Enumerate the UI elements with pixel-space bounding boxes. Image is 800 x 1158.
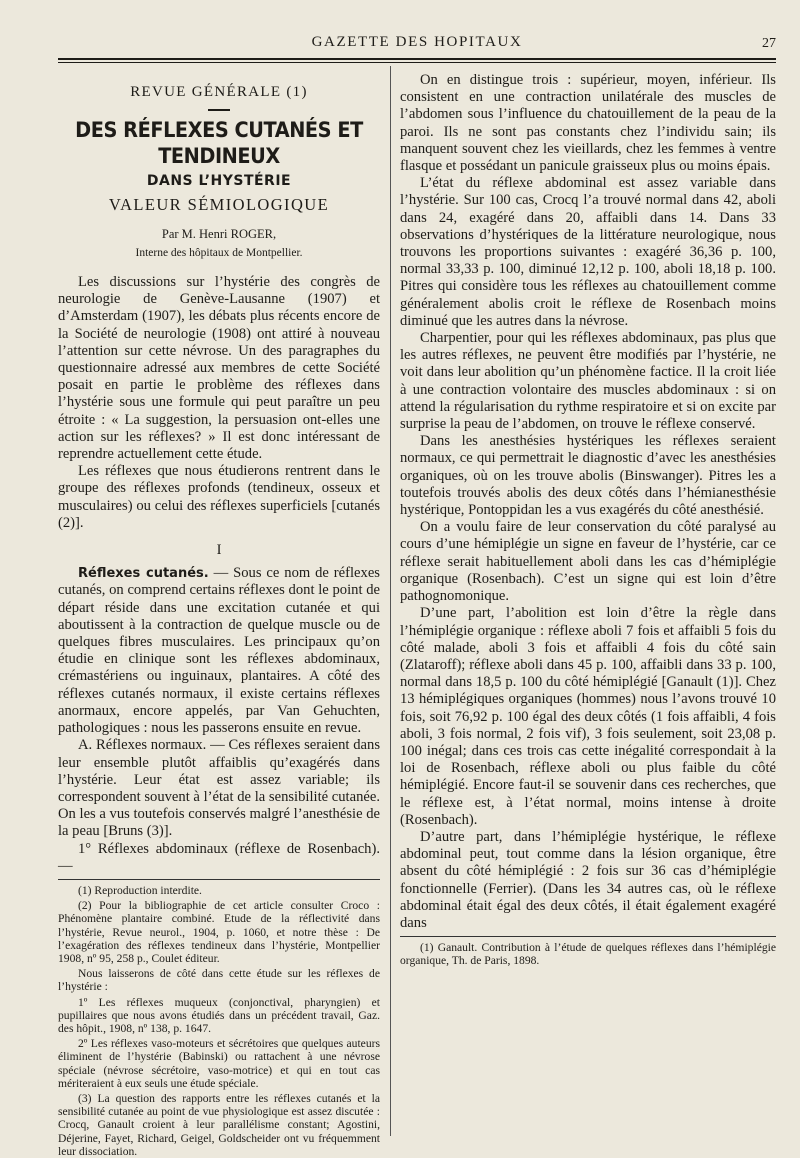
article-subtitle: DANS L’HYSTÉRIE	[146, 173, 292, 190]
revue-heading: REVUE GÉNÉRALE (1)	[130, 84, 308, 100]
paragraph: A. Réflexes normaux. — Ces réflexes seraient dans leur ensemble plutôt affaiblis qu’exagérés dans l’hystérie. Leur état est assez variable; ils correspondent souvent à l’état de la sensibilité cutanée. On les a vus toutefois conservés malgré l’anesthésie de la peau [Bruns (3)].	[58, 737, 380, 840]
paragraph: L’état du réflexe abdominal est assez variable dans l’hystérie. Sur 100 cas, Crocq l’a trouvé normal dans 42, aboli dans 24, exagéré dans 20, affaibli dans 14. Dans 33 observations d’hystériques de la littérature neurologique, nous trouvons les proportions suivantes : exagéré 36,36 p. 100, normal 33,33 p. 100, diminué 12,12 p. 100, aboli 18,18 p. 100. Pitres qui considère tous les réflexes au chatouillement comme généralement abolis croit le réflexe de Rosenbach moins diminué que les autres dans la névrose.	[400, 175, 776, 329]
column-divider	[390, 66, 391, 1136]
footnote: (3) La question des rapports entre les réflexes cutanés et la sensibilité cutanée au point de vue physiologique est assez discutée : Crocq, Ganault croient à leur parallélisme constant; Agostini, Déjerine, Fayet, Richard, Geigel, Goldscheider ont vu fréquemment leur dissociation.	[58, 1091, 380, 1158]
paragraph: D’une part, l’abolition est loin d’être la règle dans l’hémiplégie organique : réflexe aboli 7 fois et affaibli 5 fois du côté malade, aboli 3 fois et affaibli 4 fois du côté sain (Zlataroff); réflexe aboli dans 45 p. 100, affaibli dans 33 p. 100, normal dans 18,5 p. 100 du côté hémiplégié [Ganault (1)]. Chez 13 hémiplégiques organiques (hommes) nous l’avons trouvé 10 fois, soit 76,92 p. 100 égal des deux côtés (1 fois affaibli, 4 fois aboli, 3 fois normal, 2 fois vif), 3 fois seulement, soit 23,08 p. 100 inégal; dans ces trois cas cette inégalité correspondait à la loi de Rosenbach, réflexe aboli ou plus faible du côté hémiplégié. Encore faut-il se souvenir dans ces recherches, que le réflexe est, à l’état normal, moins intense à droite (Rosenbach).	[400, 605, 776, 828]
header-rule-thick	[58, 58, 776, 60]
footnote: 1º Les réflexes muqueux (conjonctival, pharyngien) et pupillaires que nous avons étudiés dans un précédent travail, Gaz. des hôpit., 1908, nº 138, p. 1647.	[58, 995, 380, 1035]
footnote-rule	[58, 879, 380, 880]
footnotes	[58, 884, 380, 1158]
title-rule	[208, 109, 230, 111]
footnote-rule	[400, 936, 776, 937]
paragraph: 1° Réflexes abdominaux (réflexe de Rosenbach). —	[58, 840, 380, 874]
footnote: Nous laisserons de côté dans cette étude sur les réflexes de l’hystérie :	[58, 967, 380, 994]
paragraph: Dans les anesthésies hystériques les réflexes seraient normaux, ce qui permettrait le diagnostic d’avec les anesthésies organiques, où on les trouve abolis (Binswanger). Pitres les a toutefois trouvés abolis des deux côtés dans l’hémianesthésie hystérique, Pontoppidan les a vus exagérés du côté anesthésié.	[400, 433, 776, 519]
paragraph: Les réflexes que nous étudierons rentrent dans le groupe des réflexes profonds (tendineux, osseux et musculaires) ou celui des réflexes superficiels [cutanés (2)].	[58, 463, 380, 531]
journal-title: GAZETTE DES HOPITAUX	[311, 34, 523, 50]
left-column	[58, 72, 380, 1158]
paragraph-lead: Réflexes cutanés.	[78, 566, 209, 582]
right-column	[400, 72, 776, 968]
paragraph: On en distingue trois : supérieur, moyen, inférieur. Ils consistent en une contraction unilatérale des muscles de l’abdomen sous l’influence du chatouillement de la peau de la paroi. Ils ne sont pas constants chez l’individu sain; ils manquent souvent chez les vieillards, chez les femmes à ventre flasque et possédant un panicule graisseux plus ou moins épais.	[400, 72, 776, 175]
running-header	[58, 34, 776, 56]
footnotes	[400, 941, 776, 967]
paragraph: D’autre part, dans l’hémiplégie hystérique, le réflexe abdominal peut, tout comme dans la lésion organique, être absent du côté hémiplégié : 2 fois sur 36 cas d’hémiplégie fonctionnelle (Ferrier). (Dans les 34 autres cas, où le réflexe abdominal était égal des deux côtés, il était également exagéré dans	[400, 828, 776, 931]
author-affiliation: Interne des hôpitaux de Montpellier.	[135, 246, 303, 259]
paragraph-body: — Sous ce nom de réflexes cutanés, on comprend certains réflexes dont le point de départ réside dans une excitation cutanée et qui aboutissent à la contraction de quelque muscle ou de quelques fibres musculaires. Les principaux qu’on étudie en clinique sont les réflexes abdominaux, crémastériens ou inguinaux, plantaires. A côté des réflexes cutanés normaux, il existe certains réflexes anormaux, encore appelés, par Van Gehuchten, pathologiques : nous les passerons ensuite en revue.	[58, 565, 380, 737]
paragraph: On a voulu faire de leur conservation du côté paralysé au cours d’une hémiplégie un signe en faveur de l’hystérie, car ce réflexe serait habituellement aboli dans les cas d’hémiplégie organique (Rosenbach). C’est un signe qui est loin d’être pathognomonique.	[400, 519, 776, 605]
author-line: Par M. Henri ROGER,	[161, 226, 277, 241]
footnote: (1) Reproduction interdite.	[78, 883, 202, 897]
footnote: 2º Les réflexes vaso-moteurs et sécrétoires que quelques auteurs éliminent de l’hystérie (Babinski) ou rattachent à une névrose spéciale (névrose sécrétoire, vaso-motrice) et qui en tout cas mériteraient à eux seuls une étude spéciale.	[58, 1037, 380, 1090]
footnote: (1) Ganault. Contribution à l’étude de quelques réflexes dans l’hémiplégie organique, Th. de Paris, 1898.	[400, 941, 776, 968]
header-rule-thin	[58, 62, 776, 63]
article-subtitle-2: VALEUR SÉMIOLOGIQUE	[108, 195, 330, 215]
page-number: 27	[762, 36, 776, 51]
paragraph	[58, 565, 380, 737]
footnote: (2) Pour la bibliographie de cet article consulter Croco : Phénomène plantaire combiné. Etude de la réflectivité dans l’hystérie, Revue neurol., 1904, p. 1060, et notre thèse : De l’exagération des réflexes tendineux dans l’hystérie, Montpellier 1908, nº 95, 258 p., Coulet éditeur.	[58, 899, 380, 965]
article-title: DES RÉFLEXES CUTANÉS ET TENDINEUX	[75, 118, 363, 169]
paragraph: Charpentier, pour qui les réflexes abdominaux, pas plus que les autres réflexes, ne peuvent être modifiés par l’hystérie, ne voit dans leur abolition qu’un phénomène factice. Il la croit liée à une contraction volontaire des muscles abdominaux : si on attend la régularisation du rythme respiratoire et si on excite par surprise la peau de l’abdomen, on trouve le réflexe conservé.	[400, 330, 776, 433]
paragraph: Les discussions sur l’hystérie des congrès de neurologie de Genève-Lausanne (1907) et d’Amsterdam (1907), les débats plus récents encore de la Société de neurologie (1908) ont attiré à nouveau l’attention sur cette névrose. Un des paragraphes du questionnaire adressé aux membres de cette Société posait en partie le problème des réflexes dans l’hystérie sous une formule qui peut paraître un peu étroite : « La suggestion, la persuasion ont-elles une action sur les réflexes? » Il est donc intéressant de reprendre actuellement cette étude.	[58, 274, 380, 463]
section-number: I	[216, 542, 222, 559]
